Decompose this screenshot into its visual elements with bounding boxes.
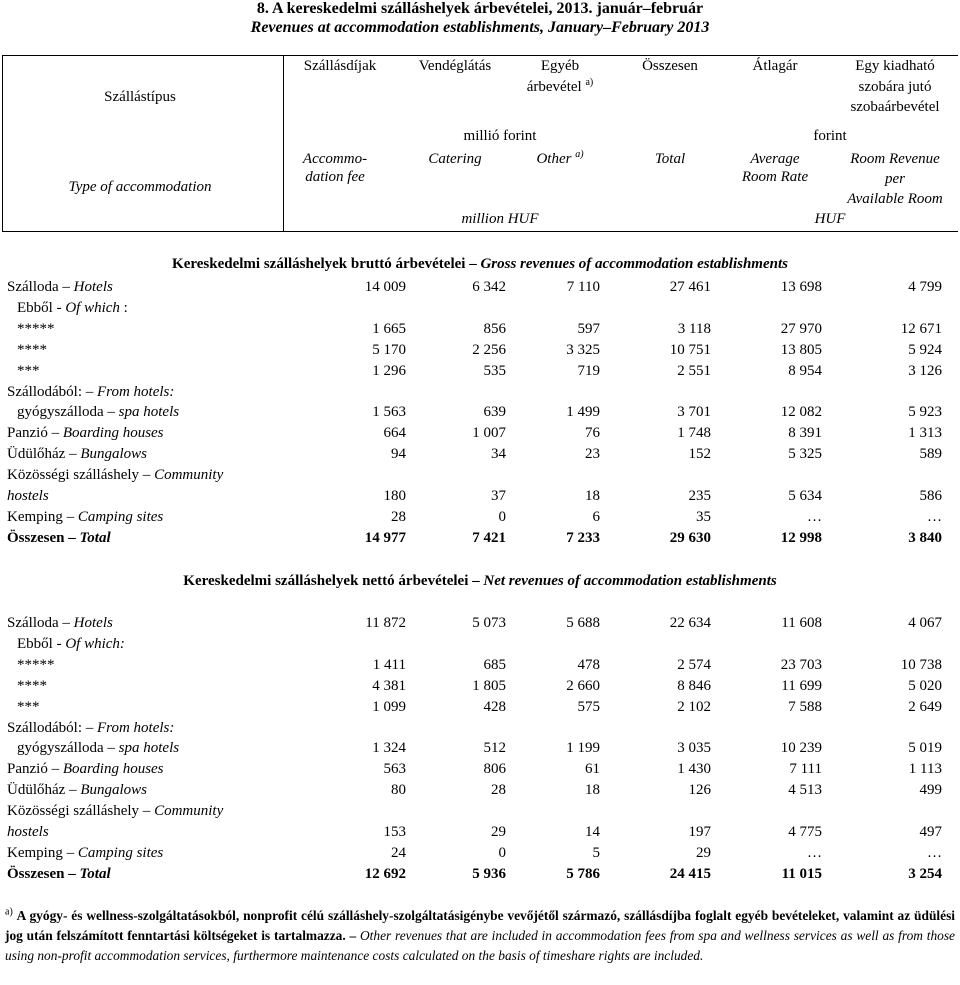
table-title-en: Revenues at accommodation establishments, January–February 2013	[250, 19, 710, 36]
table-cell: 14	[585, 824, 600, 840]
row-label-hu: Ebből -	[17, 635, 62, 652]
table-cell: …	[927, 508, 942, 525]
section-heading	[0, 255, 960, 273]
header-type-hu: Szállástípus	[104, 89, 176, 105]
table-row-label	[7, 383, 174, 401]
table-cell: 1 296	[372, 362, 406, 379]
row-label-en: Bungalows	[80, 446, 148, 463]
table-cell: 719	[577, 362, 600, 379]
table-cell: 1 099	[372, 698, 406, 715]
table-cell: 29	[696, 844, 711, 861]
row-label-hu: ***	[17, 362, 40, 379]
row-label-en: Total	[79, 529, 111, 546]
header-unit-mhuf-en: million HUF	[461, 211, 539, 227]
row-label-hu: Szállodából: –	[7, 383, 94, 400]
row-label-hu: Panzió –	[7, 425, 60, 442]
header-divider	[283, 55, 284, 231]
table-cell: 28	[391, 508, 406, 525]
table-cell: 1 199	[566, 740, 600, 757]
table-cell: 5 688	[566, 615, 600, 631]
table-cell: 8 954	[788, 362, 822, 379]
table-cell: 478	[577, 656, 600, 673]
table-row-label	[17, 698, 40, 716]
table-row-label	[7, 466, 223, 484]
table-cell: 575	[577, 698, 600, 715]
table-cell: 7 111	[789, 761, 822, 778]
table-cell: 563	[383, 761, 406, 778]
table-cell: 0	[498, 508, 506, 525]
table-cell: 3 035	[677, 740, 711, 757]
table-cell: 5 786	[566, 865, 600, 882]
table-cell: 1 805	[472, 677, 506, 694]
header-col-avg-rate-hu: Átlagár	[752, 58, 798, 74]
table-cell: 27 970	[780, 320, 822, 337]
table-cell: 152	[688, 446, 711, 463]
table-cell: 12 998	[780, 529, 822, 546]
table-cell: 1 748	[677, 425, 711, 442]
row-label-en: Community	[154, 467, 224, 484]
table-cell: 685	[483, 656, 506, 673]
table-cell: 14 009	[364, 279, 406, 295]
row-label-hu: *****	[17, 320, 55, 337]
table-cell: 5 020	[908, 677, 942, 694]
row-label-en: hostels	[7, 824, 49, 840]
table-cell: 1 430	[677, 761, 711, 778]
table-cell: 5 170	[372, 341, 406, 358]
table-cell: 2 649	[908, 698, 942, 715]
table-row-label	[7, 614, 113, 632]
table-cell: 597	[577, 320, 600, 337]
header-unit-huf-hu: forint	[813, 128, 847, 144]
table-cell: 6	[592, 508, 600, 525]
row-label-hu: Üdülőház –	[7, 782, 77, 799]
table-cell: 4 513	[788, 782, 822, 799]
table-row-label	[17, 320, 55, 338]
row-label-suffix: :	[119, 299, 128, 316]
table-cell: …	[927, 844, 942, 861]
table-cell: 7 233	[566, 529, 600, 546]
table-cell: 512	[483, 740, 506, 757]
table-cell: 589	[919, 446, 942, 463]
row-label-hu: gyógyszálloda –	[17, 404, 115, 421]
table-cell: 28	[491, 782, 506, 799]
row-label-en: spa hotels	[118, 404, 180, 421]
table-cell: 7 588	[788, 698, 822, 715]
row-label-en: From hotels:	[97, 719, 175, 736]
table-cell: 3 254	[908, 865, 942, 882]
table-cell: 10 239	[780, 740, 822, 757]
table-row-label	[7, 781, 147, 799]
table-cell: 1 007	[472, 425, 506, 442]
table-cell: 8 846	[677, 677, 711, 694]
table-row-label	[7, 719, 174, 737]
table-cell: 37	[491, 488, 506, 504]
table-cell: 10 738	[900, 656, 942, 673]
header-col-catering-en: Catering	[428, 151, 482, 167]
table-cell: 497	[919, 824, 942, 840]
row-label-hu: ***	[17, 698, 40, 715]
row-label-hu: Kemping –	[7, 844, 75, 861]
table-cell: …	[807, 508, 822, 525]
table-cell: 94	[391, 446, 406, 463]
header-col-other-en: Other $^{a)}$	[536, 149, 584, 167]
table-cell: 4 381	[372, 677, 406, 694]
table-cell: 499	[919, 782, 942, 799]
footnote	[5, 906, 955, 966]
table-row-label	[7, 487, 49, 505]
table-cell: 3 701	[677, 404, 711, 421]
table-cell: 856	[483, 320, 506, 337]
table-cell: 4 067	[908, 615, 942, 631]
table-cell: 1 665	[372, 320, 406, 337]
table-row-label	[7, 844, 163, 862]
row-label-hu: Kemping –	[7, 508, 75, 525]
header-col-avg-rate-en-b: Room Rate	[741, 169, 809, 185]
table-row-label	[7, 445, 147, 463]
row-label-en: Camping sites	[77, 844, 164, 861]
table-cell: 1 313	[908, 425, 942, 442]
table-row-label	[7, 823, 49, 841]
table-cell: 3 840	[908, 529, 942, 546]
row-label-hu: ****	[17, 677, 47, 694]
table-cell: 6 342	[472, 279, 506, 295]
table-cell: 24 415	[669, 865, 711, 882]
header-col-other-hu-b: árbevétel $^{a)}$	[526, 77, 594, 95]
table-cell: 7 110	[566, 279, 600, 295]
table-row-label	[7, 278, 113, 296]
table-cell: 2 256	[472, 341, 506, 358]
row-label-en: Boarding houses	[62, 425, 164, 442]
row-label-en: From hotels:	[97, 383, 175, 400]
row-label-en: Camping sites	[77, 508, 164, 525]
section-heading-en: Gross revenues of accommodation establishments	[480, 256, 788, 272]
table-cell: 13 805	[780, 341, 822, 358]
table-row-label	[17, 362, 40, 380]
table-cell: 5 019	[908, 740, 942, 757]
header-col-total-en: Total	[654, 151, 686, 167]
header-col-total-hu: Összesen	[642, 58, 698, 74]
table-cell: 80	[391, 782, 406, 799]
row-label-en: Community	[154, 803, 224, 820]
row-label-en: Hotels	[73, 279, 113, 295]
table-cell: 23 703	[780, 656, 822, 673]
footnote-en: Other revenues that are included in accommodation fees from spa and wellness services as well as from those using non-profit accommodation services, furthermore maintenance costs calculated on the basis of timeshare rights are included.	[5, 928, 955, 963]
table-row-label	[7, 424, 164, 442]
table-cell: 235	[688, 488, 711, 504]
header-col-accommodation-en-b: dation fee	[305, 169, 365, 185]
table-row-label	[17, 739, 179, 757]
header-col-revpar-hu-c: szobaárbevétel	[850, 99, 940, 115]
table-cell: 27 461	[669, 279, 711, 295]
row-label-hu: Összesen –	[7, 865, 76, 882]
table-cell: 12 671	[900, 320, 942, 337]
table-cell: 13 698	[780, 279, 822, 295]
table-cell: 806	[483, 761, 506, 778]
table-cell: 1 324	[372, 740, 406, 757]
table-cell: 3 325	[566, 341, 600, 358]
row-label-hu: Üdülőház –	[7, 446, 77, 463]
row-label-en: spa hotels	[118, 740, 180, 757]
table-row-label	[7, 865, 111, 883]
table-cell: 2 551	[677, 362, 711, 379]
table-cell: 3 118	[677, 320, 711, 337]
table-cell: 76	[585, 425, 600, 442]
table-cell: 5 923	[908, 404, 942, 421]
header-col-revpar-en-b: per	[885, 171, 905, 187]
table-cell: 664	[383, 425, 406, 442]
row-label-hu: Összesen –	[7, 529, 76, 546]
row-label-en: Of which:	[65, 635, 125, 652]
table-cell: 5 325	[788, 446, 822, 463]
table-cell: 4 799	[908, 279, 942, 295]
table-cell: 153	[383, 824, 406, 840]
table-cell: 18	[585, 782, 600, 799]
table-row-label	[7, 529, 111, 547]
table-row-label	[17, 341, 47, 359]
table-cell: 3 126	[908, 362, 942, 379]
header-unit-huf-en: HUF	[814, 211, 846, 227]
table-title-hu: 8. A kereskedelmi szálláshelyek árbevételei, 2013. január–február	[256, 0, 704, 17]
table-cell: 11 872	[365, 615, 406, 631]
section-heading-en: Net revenues of accommodation establishments	[483, 573, 777, 589]
table-cell: 23	[585, 446, 600, 463]
row-label-hu: Szálloda –	[7, 279, 70, 295]
row-label-en: Boarding houses	[62, 761, 164, 778]
table-cell: 5 073	[472, 615, 506, 631]
row-label-hu: ****	[17, 341, 47, 358]
table-cell: 1 411	[372, 656, 406, 673]
table-cell: 535	[483, 362, 506, 379]
table-cell: 12 692	[364, 865, 406, 882]
row-label-hu: Panzió –	[7, 761, 60, 778]
table-cell: 586	[919, 488, 942, 504]
header-col-revpar-en-c: Available Room	[847, 191, 943, 207]
table-cell: 1 563	[372, 404, 406, 421]
table-cell: 5	[592, 844, 600, 861]
table-cell: 29	[491, 824, 506, 840]
table-cell: 34	[491, 446, 506, 463]
header-col-catering-hu: Vendéglátás	[418, 58, 492, 74]
table-cell: 61	[585, 761, 600, 778]
row-label-hu: Közösségi szálláshely –	[7, 467, 151, 484]
row-label-en: Of which	[65, 299, 120, 316]
table-row-label	[17, 677, 47, 695]
row-label-en: hostels	[7, 488, 49, 504]
row-label-hu: Szállodából: –	[7, 719, 94, 736]
table-row-label	[7, 802, 223, 820]
table-cell: 11 015	[781, 865, 822, 882]
table-cell: 639	[483, 404, 506, 421]
table-cell: 35	[696, 508, 711, 525]
row-label-hu: Ebből -	[17, 299, 62, 316]
header-col-accommodation-en-a: Accommo-	[302, 151, 368, 167]
table-cell: 10 751	[669, 341, 711, 358]
row-label-hu: gyógyszálloda –	[17, 740, 115, 757]
table-row-label	[17, 656, 55, 674]
table-cell: 5 924	[908, 341, 942, 358]
section-heading	[0, 572, 960, 590]
table-cell: 29 630	[669, 529, 711, 546]
row-label-hu: Közösségi szálláshely –	[7, 803, 151, 820]
table-row-label	[17, 299, 128, 317]
row-label-en: Bungalows	[80, 782, 148, 799]
table-cell: 24	[391, 844, 406, 861]
footnote-mark: a)	[5, 906, 13, 918]
table-cell: 14 977	[364, 529, 406, 546]
row-label-hu: *****	[17, 656, 55, 673]
table-cell: 22 634	[669, 615, 711, 631]
table-cell: 11 608	[781, 615, 822, 631]
table-cell: 428	[483, 698, 506, 715]
table-cell: 12 082	[780, 404, 822, 421]
table-cell: 4 775	[788, 824, 822, 840]
row-label-en: Total	[79, 865, 111, 882]
header-type-en: Type of accommodation	[68, 179, 212, 195]
table-cell: 5 634	[788, 488, 822, 504]
header-col-other-hu-a: Egyéb	[540, 58, 580, 74]
table-cell: 7 421	[472, 529, 506, 546]
table-cell: 197	[688, 824, 711, 840]
footnote-hu: A gyógy- és wellness-szolgáltatásokból, nonprofit célú szálláshely-szolgáltatásigénybe vevőjétől származó, szállásdíjba foglalt egyéb bevételeket, valamint az üdülési jog után felszámított fenntartási költségeket is tartalmazza. –	[5, 908, 955, 943]
header-col-revpar-hu-a: Egy kiadható	[855, 58, 935, 74]
table-row-label	[17, 635, 125, 653]
table-row-label	[7, 760, 164, 778]
table-cell: 2 102	[677, 698, 711, 715]
table-cell: 8 391	[788, 425, 822, 442]
header-unit-mhuf-hu: millió forint	[463, 128, 537, 144]
table-cell: 2 660	[566, 677, 600, 694]
row-label-hu: Szálloda –	[7, 615, 70, 631]
table-cell: 11 699	[781, 677, 822, 694]
table-row-label	[7, 508, 163, 526]
section-heading-hu: Kereskedelmi szálláshelyek bruttó árbevételei –	[172, 256, 477, 272]
section-heading-hu: Kereskedelmi szálláshelyek nettó árbevételei –	[183, 573, 480, 589]
table-cell: 180	[383, 488, 406, 504]
table-cell: 5 936	[472, 865, 506, 882]
table-cell: 1 113	[908, 761, 942, 778]
table-cell: 126	[688, 782, 711, 799]
header-col-revpar-en-a: Room Revenue	[850, 151, 940, 167]
table-cell: …	[807, 844, 822, 861]
table-cell: 1 499	[566, 404, 600, 421]
row-label-en: Hotels	[73, 615, 113, 631]
header-col-revpar-hu-b: szobára jutó	[858, 79, 932, 95]
table-cell: 18	[585, 488, 600, 504]
header-col-avg-rate-en-a: Average	[750, 151, 800, 167]
table-cell: 0	[498, 844, 506, 861]
header-col-accommodation-hu: Szállásdíjak	[303, 58, 377, 74]
table-row-label	[17, 403, 179, 421]
table-cell: 2 574	[677, 656, 711, 673]
